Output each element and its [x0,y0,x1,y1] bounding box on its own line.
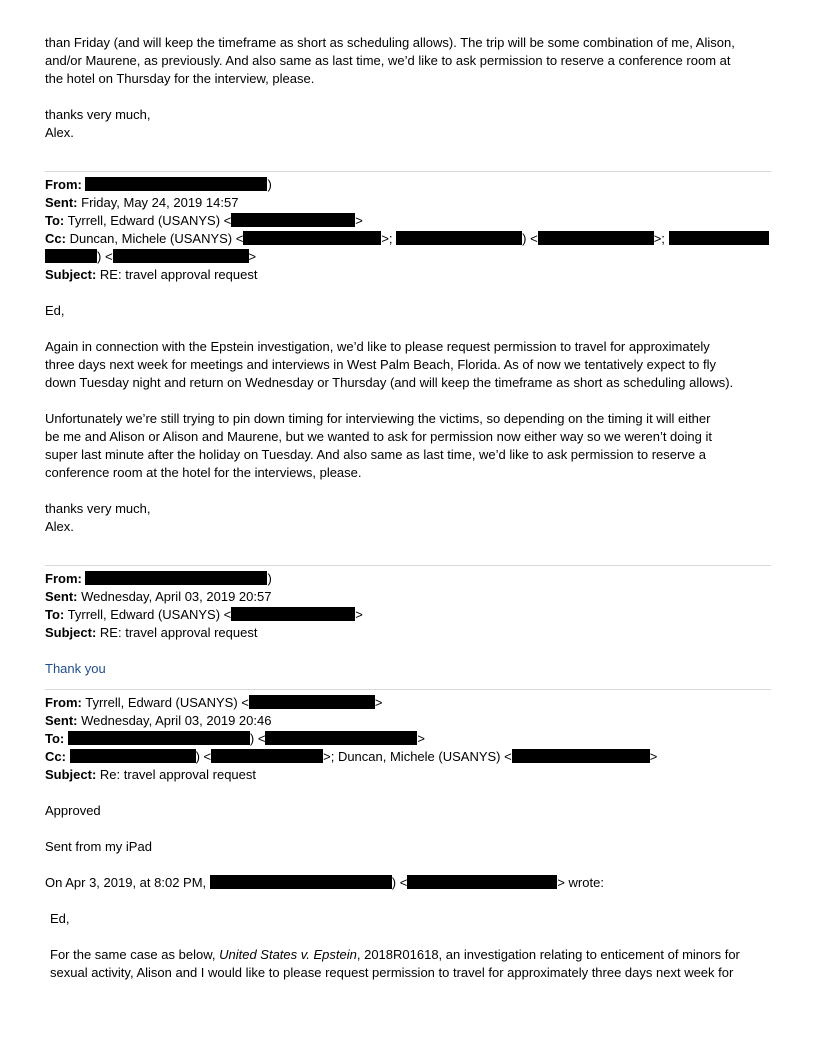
quoted-text: , 2018R01618, an investigation relating to enticement of minors for [356,947,740,962]
sent-line [45,194,771,212]
sent-label: Sent: [45,195,78,210]
body-line: the hotel on Thursday for the interview, please. [45,71,315,86]
redaction-block [265,731,417,745]
redaction-block [249,695,375,709]
body-line: super last minute after the holiday on Tuesday. And also same as last time, we’d like to ask permission to reserve a [45,447,706,462]
sent-value: Wednesday, April 03, 2019 20:46 [81,713,272,728]
from-line: From: ) [45,177,272,192]
sent-from-footer: Sent from my iPad [45,839,152,854]
cc-label: Cc: [45,231,66,246]
from-label: From: [45,571,82,586]
body-line: than Friday (and will keep the timeframe as short as scheduling allows). The trip will be some combination of me, Alison, [45,35,735,50]
sent-value: Friday, May 24, 2019 14:57 [81,195,239,210]
cc-line-continued: ) < > [45,248,771,266]
redaction-block [396,231,522,245]
subject-line [45,266,771,284]
sent-line [45,712,771,730]
subject-value: RE: travel approval request [99,625,258,640]
body-line: Again in connection with the Epstein investigation, we’d like to please request permission to travel for approximately [45,339,710,354]
body-line: conference room at the hotel for the interviews, please. [45,465,362,480]
to-label: To: [45,607,65,622]
email-document [45,34,771,982]
redaction-block [68,731,250,745]
subject-value: RE: travel approval request [99,267,258,282]
to-value: Tyrrell, Edward (USANYS) < [67,213,232,228]
sent-line [45,588,771,606]
redaction-block [45,249,97,263]
redaction-block [231,607,355,621]
to-label: To: [45,213,65,228]
subject-value: Re: travel approval request [99,767,257,782]
redaction-block [407,875,557,889]
body-line: three days next week for meetings and interviews in West Palm Beach, Florida. As of now we tentatively expect to fly [45,357,717,372]
body-line: down Tuesday night and return on Wednesday or Thursday (and will keep the timeframe as short as scheduling allows). [45,375,734,390]
subject-label: Subject: [45,625,97,640]
to-value: Tyrrell, Edward (USANYS) < [67,607,232,622]
cc-value: ; Duncan, Michele (USANYS) < [330,749,512,764]
quoted-text: For the same case as below, [50,947,220,962]
subject-label: Subject: [45,267,97,282]
from-label: From: [45,695,82,710]
quote-suffix: wrote: [564,875,604,890]
from-label: From: [45,177,82,192]
sent-label: Sent: [45,589,78,604]
redaction-block [231,213,355,227]
cc-label: Cc: [45,749,66,764]
to-line: To: ) < > [45,731,426,746]
case-name: United States v. Epstein [219,947,357,962]
redaction-block [538,231,654,245]
redaction-block [243,231,381,245]
reply-body: Thank you [45,661,106,676]
approval-body: Approved [45,803,101,818]
to-label: To: [45,731,65,746]
signoff: thanks very much, [45,501,151,516]
sent-value: Wednesday, April 03, 2019 20:57 [81,589,272,604]
sent-label: Sent: [45,713,78,728]
redaction-block [70,749,196,763]
signature: Alex. [45,519,74,534]
body-line: and/or Maurene, as previously. And also same as last time, we’d like to ask permission to reserve a conference room at [45,53,731,68]
redaction-block [113,249,249,263]
redaction-block [512,749,650,763]
cc-value: Duncan, Michele (USANYS) < [69,231,244,246]
to-line: To: Tyrrell, Edward (USANYS) < > [45,213,363,228]
signoff: thanks very much, [45,107,151,122]
redaction-block [211,749,323,763]
cc-line: Cc: Duncan, Michele (USANYS) < >; ) < >; [45,230,771,248]
redaction-block [85,177,267,191]
redaction-block [85,571,267,585]
subject-line [45,766,771,784]
to-line: To: Tyrrell, Edward (USANYS) < > [45,607,363,622]
greeting: Ed, [45,303,65,318]
quote-prefix: On Apr 3, 2019, at 8:02 PM, [45,875,207,890]
body-line: be me and Alison or Alison and Maurene, but we wanted to ask for permission now either way so we weren’t doing it [45,429,712,444]
subject-line [45,624,771,642]
from-line: From: ) [45,571,272,586]
quoted-greeting: Ed, [50,911,70,926]
quoted-body-line [45,946,771,964]
quote-attribution: On Apr 3, 2019, at 8:02 PM, ) < > wrote: [45,875,604,890]
body-line: Unfortunately we’re still trying to pin down timing for interviewing the victims, so depending on the timing it will either [45,411,711,426]
signature: Alex. [45,125,74,140]
redaction-block [210,875,392,889]
from-line: From: Tyrrell, Edward (USANYS) < > [45,695,383,710]
subject-label: Subject: [45,767,97,782]
redaction-block [669,231,769,245]
from-value: Tyrrell, Edward (USANYS) < [85,695,249,710]
quoted-body-line: sexual activity, Alison and I would like to please request permission to travel for approximately three days next week for [50,965,734,980]
cc-line: Cc: ) < >; Duncan, Michele (USANYS) < > [45,749,658,764]
